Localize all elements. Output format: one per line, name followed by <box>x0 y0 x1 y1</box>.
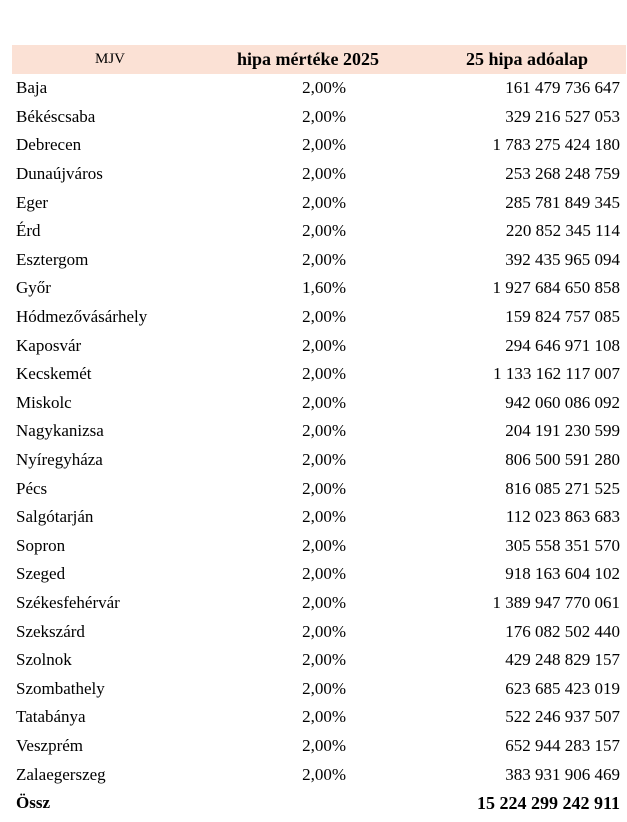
city-cell: Esztergom <box>16 249 89 269</box>
base-cell: 253 268 248 759 <box>505 164 620 184</box>
table-row <box>12 131 626 160</box>
table-body <box>12 74 626 817</box>
total-rate-cell <box>208 789 408 818</box>
rate-cell: 2,00% <box>302 249 346 269</box>
rate-cell: 2,00% <box>302 535 346 555</box>
header-rate: hipa mértéke 2025 <box>237 49 379 69</box>
table-row <box>12 160 626 189</box>
base-cell: 392 435 965 094 <box>505 249 620 269</box>
rate-cell: 2,00% <box>302 735 346 755</box>
table-row <box>12 703 626 732</box>
base-cell: 623 685 423 019 <box>505 678 620 698</box>
rate-cell: 2,00% <box>302 478 346 498</box>
city-cell: Békéscsaba <box>16 106 96 126</box>
city-cell: Kecskemét <box>16 364 92 384</box>
table-row <box>12 446 626 475</box>
city-cell: Sopron <box>16 535 66 555</box>
table-row <box>12 74 626 103</box>
city-cell: Győr <box>16 278 51 298</box>
city-cell: Kaposvár <box>16 335 82 355</box>
rate-cell: 2,00% <box>302 335 346 355</box>
base-cell: 522 246 937 507 <box>505 707 620 727</box>
city-cell: Miskolc <box>16 392 72 412</box>
table-row <box>12 389 626 418</box>
table-row <box>12 532 626 561</box>
spreadsheet <box>12 45 626 817</box>
city-cell: Szekszárd <box>16 621 85 641</box>
base-cell: 305 558 351 570 <box>505 535 620 555</box>
city-cell: Érd <box>16 221 41 241</box>
total-row <box>12 789 626 818</box>
table-row <box>12 274 626 303</box>
rate-cell: 2,00% <box>302 707 346 727</box>
rate-cell: 2,00% <box>302 106 346 126</box>
rate-cell: 2,00% <box>302 221 346 241</box>
base-cell: 204 191 230 599 <box>505 421 620 441</box>
base-cell: 285 781 849 345 <box>505 192 620 212</box>
base-cell: 161 479 736 647 <box>505 78 620 98</box>
table-row <box>12 331 626 360</box>
city-cell: Hódmezővásárhely <box>16 307 148 327</box>
table-row <box>12 103 626 132</box>
city-cell: Veszprém <box>16 735 84 755</box>
header-base: 25 hipa adóalap <box>465 49 589 69</box>
table-row <box>12 417 626 446</box>
base-cell: 816 085 271 525 <box>505 478 620 498</box>
rate-cell: 1,60% <box>302 278 346 298</box>
header-city: MJV <box>94 51 125 67</box>
rate-cell: 2,00% <box>302 192 346 212</box>
rate-cell: 2,00% <box>302 564 346 584</box>
table-row <box>12 503 626 532</box>
table-row <box>12 617 626 646</box>
city-cell: Eger <box>16 192 49 212</box>
table-row <box>12 474 626 503</box>
rate-cell: 2,00% <box>302 364 346 384</box>
rate-cell: 2,00% <box>302 650 346 670</box>
table-row <box>12 303 626 332</box>
city-cell: Tatabánya <box>16 707 86 727</box>
rate-cell: 2,00% <box>302 621 346 641</box>
city-cell: Szombathely <box>16 678 105 698</box>
rate-cell: 2,00% <box>302 507 346 527</box>
rate-cell: 2,00% <box>302 78 346 98</box>
table-row <box>12 560 626 589</box>
base-cell: 1 389 947 770 061 <box>492 592 620 612</box>
table-row <box>12 217 626 246</box>
rate-cell: 2,00% <box>302 392 346 412</box>
city-cell: Pécs <box>16 478 48 498</box>
city-cell: Dunaújváros <box>16 164 103 184</box>
city-cell: Nagykanizsa <box>16 421 104 441</box>
base-cell: 176 082 502 440 <box>505 621 620 641</box>
table-row <box>12 589 626 618</box>
table-row <box>12 246 626 275</box>
rate-cell: 2,00% <box>302 421 346 441</box>
rate-cell: 2,00% <box>302 307 346 327</box>
base-cell: 918 163 604 102 <box>505 564 620 584</box>
city-cell: Szeged <box>16 564 66 584</box>
base-cell: 383 931 906 469 <box>505 764 620 784</box>
city-cell: Székesfehérvár <box>16 592 120 612</box>
base-cell: 159 824 757 085 <box>505 307 620 327</box>
rate-cell: 2,00% <box>302 678 346 698</box>
table-row <box>12 760 626 789</box>
base-cell: 429 248 829 157 <box>505 650 620 670</box>
city-cell: Salgótarján <box>16 507 94 527</box>
base-cell: 294 646 971 108 <box>505 335 620 355</box>
city-cell: Debrecen <box>16 135 82 155</box>
city-cell: Zalaegerszeg <box>16 764 106 784</box>
city-cell: Szolnok <box>16 650 72 670</box>
rate-cell: 2,00% <box>302 450 346 470</box>
base-cell: 652 944 283 157 <box>505 735 620 755</box>
table-row <box>12 360 626 389</box>
base-cell: 1 133 162 117 007 <box>493 364 620 384</box>
rate-cell: 2,00% <box>302 592 346 612</box>
base-cell: 329 216 527 053 <box>505 106 620 126</box>
rate-cell: 2,00% <box>302 764 346 784</box>
base-cell: 1 783 275 424 180 <box>492 135 620 155</box>
base-cell: 1 927 684 650 858 <box>492 278 620 298</box>
base-cell: 942 060 086 092 <box>505 392 620 412</box>
table-row <box>12 646 626 675</box>
tax-table <box>12 45 626 817</box>
base-cell: 220 852 345 114 <box>505 221 620 241</box>
table-row <box>12 188 626 217</box>
rate-cell: 2,00% <box>302 135 346 155</box>
total-label: Össz <box>16 793 50 813</box>
base-cell: 806 500 591 280 <box>505 450 620 470</box>
header-row <box>12 45 626 74</box>
table-row <box>12 674 626 703</box>
city-cell: Nyíregyháza <box>16 450 103 470</box>
city-cell: Baja <box>16 78 48 98</box>
total-base: 15 224 299 242 911 <box>476 792 620 813</box>
table-row <box>12 732 626 761</box>
base-cell: 112 023 863 683 <box>505 507 620 527</box>
rate-cell: 2,00% <box>302 164 346 184</box>
